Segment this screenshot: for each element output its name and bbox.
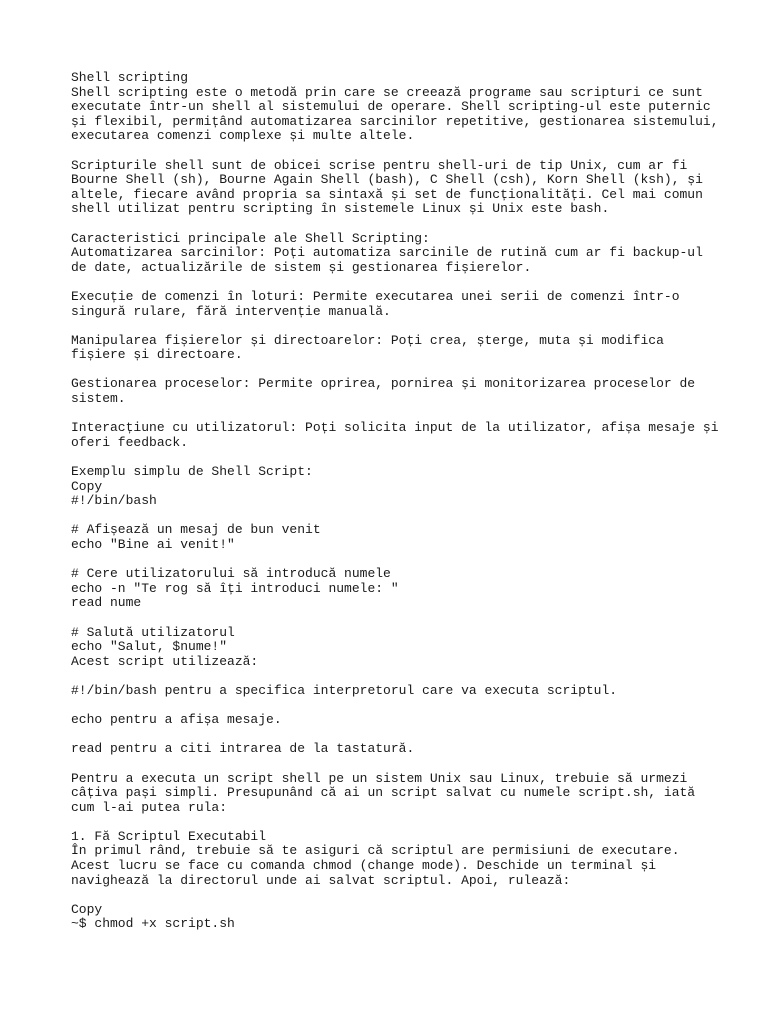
- text-line: Execuție de comenzi în loturi: Permite executarea unei serii de comenzi într-o: [71, 288, 680, 304]
- document-page: [71, 70, 719, 947]
- text-line: singură rulare, fără intervenție manuală.: [71, 303, 391, 319]
- text-line: Copy: [71, 478, 103, 494]
- text-line: shell utilizat pentru scripting în sistemele Linux și Unix este bash.: [71, 201, 610, 217]
- text-line: Scripturile shell sunt de obicei scrise pentru shell-uri de tip Unix, cum ar fi: [71, 157, 688, 173]
- paragraph: [71, 684, 711, 699]
- text-line: În primul rând, trebuie să te asiguri că scriptul are permisiuni de executare.: [71, 843, 680, 859]
- text-line: oferi feedback.: [71, 434, 189, 450]
- paragraph: [71, 290, 711, 319]
- text-line: altele, fiecare având propria sa sintaxă și set de funcționalități. Cel mai comun: [71, 186, 703, 202]
- paragraph: [71, 377, 711, 406]
- text-line: fișiere și directoare.: [71, 347, 243, 363]
- text-line: #!/bin/bash pentru a specifica interpretorul care va executa scriptul.: [71, 682, 618, 698]
- paragraph: [71, 70, 719, 144]
- paragraph: [71, 742, 711, 757]
- paragraph: [71, 420, 719, 450]
- text-line: Gestionarea proceselor: Permite oprirea, pornirea și monitorizarea proceselor de: [71, 376, 696, 392]
- text-line: Shell scripting: [71, 70, 189, 85]
- text-line: executarea comenzi complexe și multe altele.: [71, 128, 415, 144]
- paragraph: [71, 830, 711, 888]
- paragraph: [71, 903, 711, 932]
- paragraph: [71, 523, 711, 552]
- text-line: # Cere utilizatorului să introducă numele: [71, 566, 391, 582]
- text-line: executate într-un shell al sistemului de operare. Shell scripting-ul este puternic: [71, 99, 711, 115]
- text-line: Exemplu simplu de Shell Script:: [71, 464, 313, 480]
- text-line: echo pentru a afișa mesaje.: [71, 712, 282, 728]
- paragraph: [71, 465, 711, 509]
- text-line: echo "Bine ai venit!": [71, 537, 235, 552]
- paragraph: [71, 159, 711, 217]
- paragraph: [71, 232, 711, 276]
- paragraph: [71, 713, 711, 728]
- text-line: ~$ chmod +x script.sh: [71, 916, 235, 932]
- paragraph: [71, 626, 711, 670]
- text-line: Acest script utilizează:: [71, 653, 259, 669]
- text-line: cum l-ai putea rula:: [71, 799, 228, 815]
- text-line: #!/bin/bash: [71, 493, 157, 509]
- text-line: navighează la directorul unde ai salvat scriptul. Apoi, rulează:: [71, 872, 571, 888]
- text-line: echo -n "Te rog să îți introduci numele: ": [71, 580, 399, 596]
- text-line: Manipularea fișierelor și directoarelor: Poți crea, șterge, muta și modifica: [71, 332, 664, 348]
- paragraph: [71, 334, 711, 363]
- paragraph: [71, 567, 711, 611]
- text-line: Caracteristici principale ale Shell Scripting:: [71, 230, 430, 246]
- text-line: Automatizarea sarcinilor: Poți automatiza sarcinile de rutină cum ar fi backup-ul: [71, 245, 703, 261]
- text-line: de date, actualizările de sistem și gestionarea fișierelor.: [71, 259, 532, 275]
- text-line: și flexibil, permițând automatizarea sarcinilor repetitive, gestionarea sistemului,: [71, 113, 719, 129]
- text-line: Bourne Shell (sh), Bourne Again Shell (bash), C Shell (csh), Korn Shell (ksh), și: [71, 172, 703, 188]
- text-line: # Salută utilizatorul: [71, 624, 235, 640]
- text-line: sistem.: [71, 391, 126, 407]
- text-line: câțiva pași simpli. Presupunând că ai un script salvat cu numele script.sh, iată: [71, 785, 696, 801]
- text-line: Copy: [71, 901, 103, 917]
- text-line: Acest lucru se face cu comanda chmod (change mode). Deschide un terminal și: [71, 858, 657, 874]
- text-line: Pentru a executa un script shell pe un sistem Unix sau Linux, trebuie să urmezi: [71, 770, 688, 786]
- text-line: Interacțiune cu utilizatorul: Poți solicita input de la utilizator, afișa mesaje și: [71, 420, 719, 436]
- text-line: # Afișează un mesaj de bun venit: [71, 522, 321, 538]
- paragraph: [71, 772, 711, 816]
- text-line: echo "Salut, $nume!": [71, 639, 228, 655]
- text-line: 1. Fă Scriptul Executabil: [71, 828, 267, 844]
- text-line: read pentru a citi intrarea de la tastatură.: [71, 741, 415, 757]
- text-line: Shell scripting este o metodă prin care se creează programe sau scripturi ce sunt: [71, 84, 703, 100]
- text-line: read nume: [71, 595, 142, 611]
